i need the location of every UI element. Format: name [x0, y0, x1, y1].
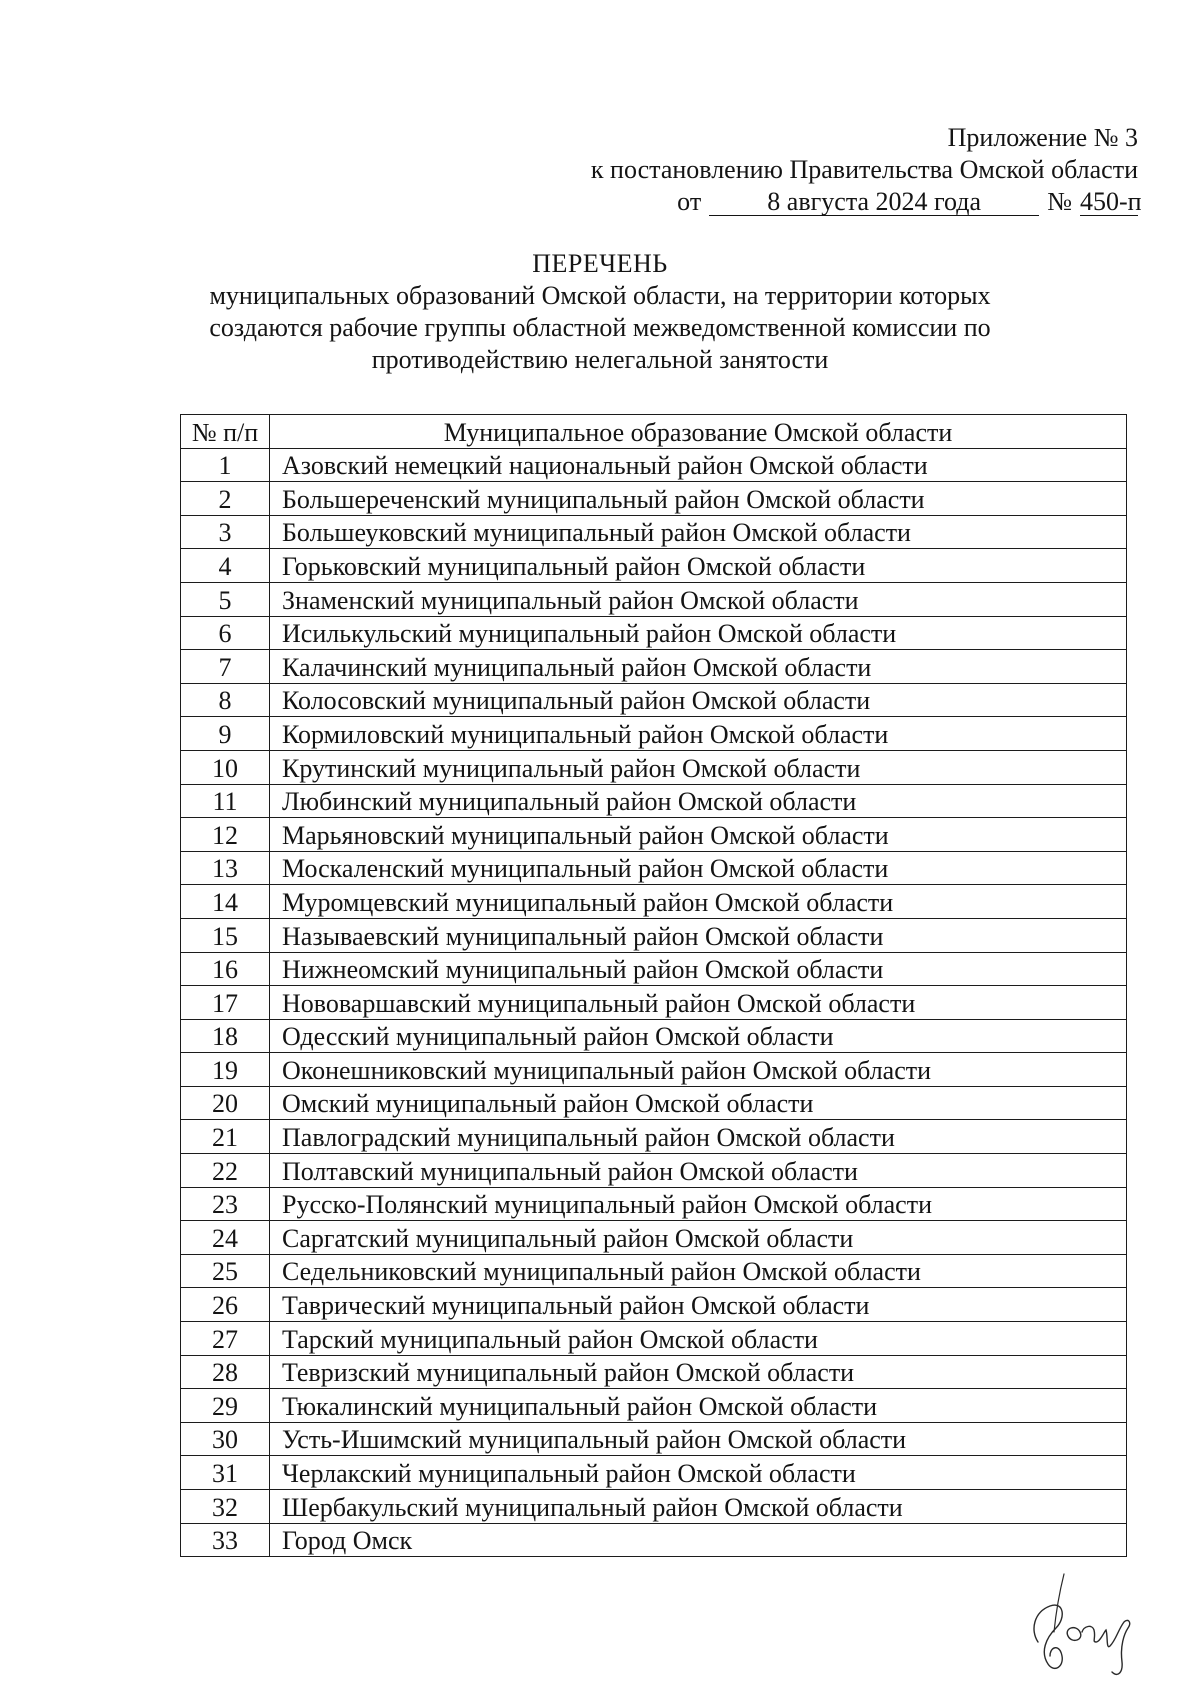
table-row: [181, 1456, 1127, 1490]
municipality-name: Горьковский муниципальный район Омской области: [270, 549, 1127, 583]
municipality-name: Нововаршавский муниципальный район Омской области: [270, 986, 1127, 1020]
decree-number: 450-п: [1080, 187, 1142, 216]
document-subtitle-line: противодействию нелегальной занятости: [371, 345, 829, 374]
document-title: ПЕРЕЧЕНЬ: [532, 249, 668, 278]
table-row: [181, 986, 1127, 1020]
decree-date: 8 августа 2024 года: [709, 189, 1039, 216]
municipality-name: Москаленский муниципальный район Омской области: [270, 851, 1127, 885]
row-number: 11: [181, 784, 270, 818]
table-row: [181, 1019, 1127, 1053]
row-number: 7: [181, 650, 270, 684]
municipality-name: Павлоградский муниципальный район Омской области: [270, 1120, 1127, 1154]
municipality-name: Омский муниципальный район Омской области: [270, 1086, 1127, 1120]
municipality-name: Таврический муниципальный район Омской области: [270, 1288, 1127, 1322]
row-number: 27: [181, 1322, 270, 1356]
municipality-name: Город Омск: [270, 1523, 1127, 1557]
municipality-name: Большеуковский муниципальный район Омской области: [270, 515, 1127, 549]
municipality-name: Шербакульский муниципальный район Омской области: [270, 1490, 1127, 1524]
row-number: 22: [181, 1154, 270, 1188]
table-row: [181, 885, 1127, 919]
row-number: 30: [181, 1422, 270, 1456]
row-number: 5: [181, 582, 270, 616]
table-header-row: [181, 415, 1127, 449]
document-heading: [170, 248, 1030, 376]
row-number: 21: [181, 1120, 270, 1154]
row-number: 29: [181, 1389, 270, 1423]
row-number: 16: [181, 952, 270, 986]
table-row: [181, 582, 1127, 616]
row-number: 12: [181, 818, 270, 852]
municipality-name: Тюкалинский муниципальный район Омской области: [270, 1389, 1127, 1423]
municipality-name: Знаменский муниципальный район Омской области: [270, 582, 1127, 616]
municipality-name: Называевский муниципальный район Омской области: [270, 918, 1127, 952]
municipalities-table: [180, 414, 1127, 1557]
row-number: 10: [181, 750, 270, 784]
table-row: [181, 1254, 1127, 1288]
row-number: 28: [181, 1355, 270, 1389]
table-row: [181, 818, 1127, 852]
row-number: 17: [181, 986, 270, 1020]
table-row: [181, 851, 1127, 885]
table-row: [181, 1288, 1127, 1322]
number-prefix: №: [1047, 187, 1072, 216]
handwritten-signature: [1020, 1572, 1150, 1682]
row-number: 13: [181, 851, 270, 885]
row-number: 14: [181, 885, 270, 919]
table-row: [181, 482, 1127, 516]
row-number: 6: [181, 616, 270, 650]
table-row: [181, 750, 1127, 784]
table-row: [181, 549, 1127, 583]
table-row: [181, 1322, 1127, 1356]
municipality-name: Азовский немецкий национальный район Омской области: [270, 448, 1127, 482]
attachment-date-line: [498, 186, 1142, 218]
municipality-name: Седельниковский муниципальный район Омской области: [270, 1254, 1127, 1288]
date-prefix: от: [677, 187, 702, 216]
table-row: [181, 1490, 1127, 1524]
row-number: 32: [181, 1490, 270, 1524]
row-number: 26: [181, 1288, 270, 1322]
table-row: [181, 683, 1127, 717]
table-row: [181, 1389, 1127, 1423]
table-row: [181, 1523, 1127, 1557]
table-row: [181, 784, 1127, 818]
table-row: [181, 1422, 1127, 1456]
table-row: [181, 952, 1127, 986]
row-number: 2: [181, 482, 270, 516]
row-number: 23: [181, 1187, 270, 1221]
table-row: [181, 515, 1127, 549]
row-number: 18: [181, 1019, 270, 1053]
table-row: [181, 1221, 1127, 1255]
municipality-name: Одесский муниципальный район Омской области: [270, 1019, 1127, 1053]
municipality-name: Черлакский муниципальный район Омской области: [270, 1456, 1127, 1490]
row-number: 20: [181, 1086, 270, 1120]
row-number: 1: [181, 448, 270, 482]
table-row: [181, 1355, 1127, 1389]
municipality-name: Крутинский муниципальный район Омской области: [270, 750, 1127, 784]
table-body: [181, 448, 1127, 1557]
municipality-name: Тевризский муниципальный район Омской области: [270, 1355, 1127, 1389]
municipality-name: Муромцевский муниципальный район Омской области: [270, 885, 1127, 919]
table-row: [181, 1120, 1127, 1154]
column-header-municipality: Муниципальное образование Омской области: [270, 415, 1127, 449]
attachment-block: [498, 122, 1142, 218]
municipality-name: Усть-Ишимский муниципальный район Омской области: [270, 1422, 1127, 1456]
municipality-name: Оконешниковский муниципальный район Омской области: [270, 1053, 1127, 1087]
row-number: 3: [181, 515, 270, 549]
table-row: [181, 918, 1127, 952]
document-subtitle-line: создаются рабочие группы областной межведомственной комиссии по: [209, 313, 991, 342]
municipality-name: Колосовский муниципальный район Омской области: [270, 683, 1127, 717]
row-number: 15: [181, 918, 270, 952]
municipality-name: Саргатский муниципальный район Омской области: [270, 1221, 1127, 1255]
table-row: [181, 717, 1127, 751]
municipality-name: Любинский муниципальный район Омской области: [270, 784, 1127, 818]
row-number: 33: [181, 1523, 270, 1557]
municipality-name: Кормиловский муниципальный район Омской области: [270, 717, 1127, 751]
row-number: 4: [181, 549, 270, 583]
row-number: 25: [181, 1254, 270, 1288]
municipality-name: Русско-Полянский муниципальный район Омской области: [270, 1187, 1127, 1221]
attachment-title: Приложение № 3: [947, 123, 1138, 152]
row-number: 24: [181, 1221, 270, 1255]
municipality-name: Тарский муниципальный район Омской области: [270, 1322, 1127, 1356]
row-number: 31: [181, 1456, 270, 1490]
row-number: 8: [181, 683, 270, 717]
table-row: [181, 650, 1127, 684]
table-row: [181, 616, 1127, 650]
column-header-number: № п/п: [181, 415, 270, 449]
document-subtitle-line: муниципальных образований Омской области, на территории которых: [209, 281, 991, 310]
table-row: [181, 1086, 1127, 1120]
attachment-reference: к постановлению Правительства Омской области: [590, 155, 1138, 184]
table-row: [181, 1187, 1127, 1221]
municipality-name: Полтавский муниципальный район Омской области: [270, 1154, 1127, 1188]
table-row: [181, 1154, 1127, 1188]
municipality-name: Большереченский муниципальный район Омской области: [270, 482, 1127, 516]
row-number: 19: [181, 1053, 270, 1087]
municipality-name: Исилькульский муниципальный район Омской области: [270, 616, 1127, 650]
table-row: [181, 448, 1127, 482]
municipality-name: Нижнеомский муниципальный район Омской области: [270, 952, 1127, 986]
municipality-name: Марьяновский муниципальный район Омской области: [270, 818, 1127, 852]
table-row: [181, 1053, 1127, 1087]
row-number: 9: [181, 717, 270, 751]
municipality-name: Калачинский муниципальный район Омской области: [270, 650, 1127, 684]
